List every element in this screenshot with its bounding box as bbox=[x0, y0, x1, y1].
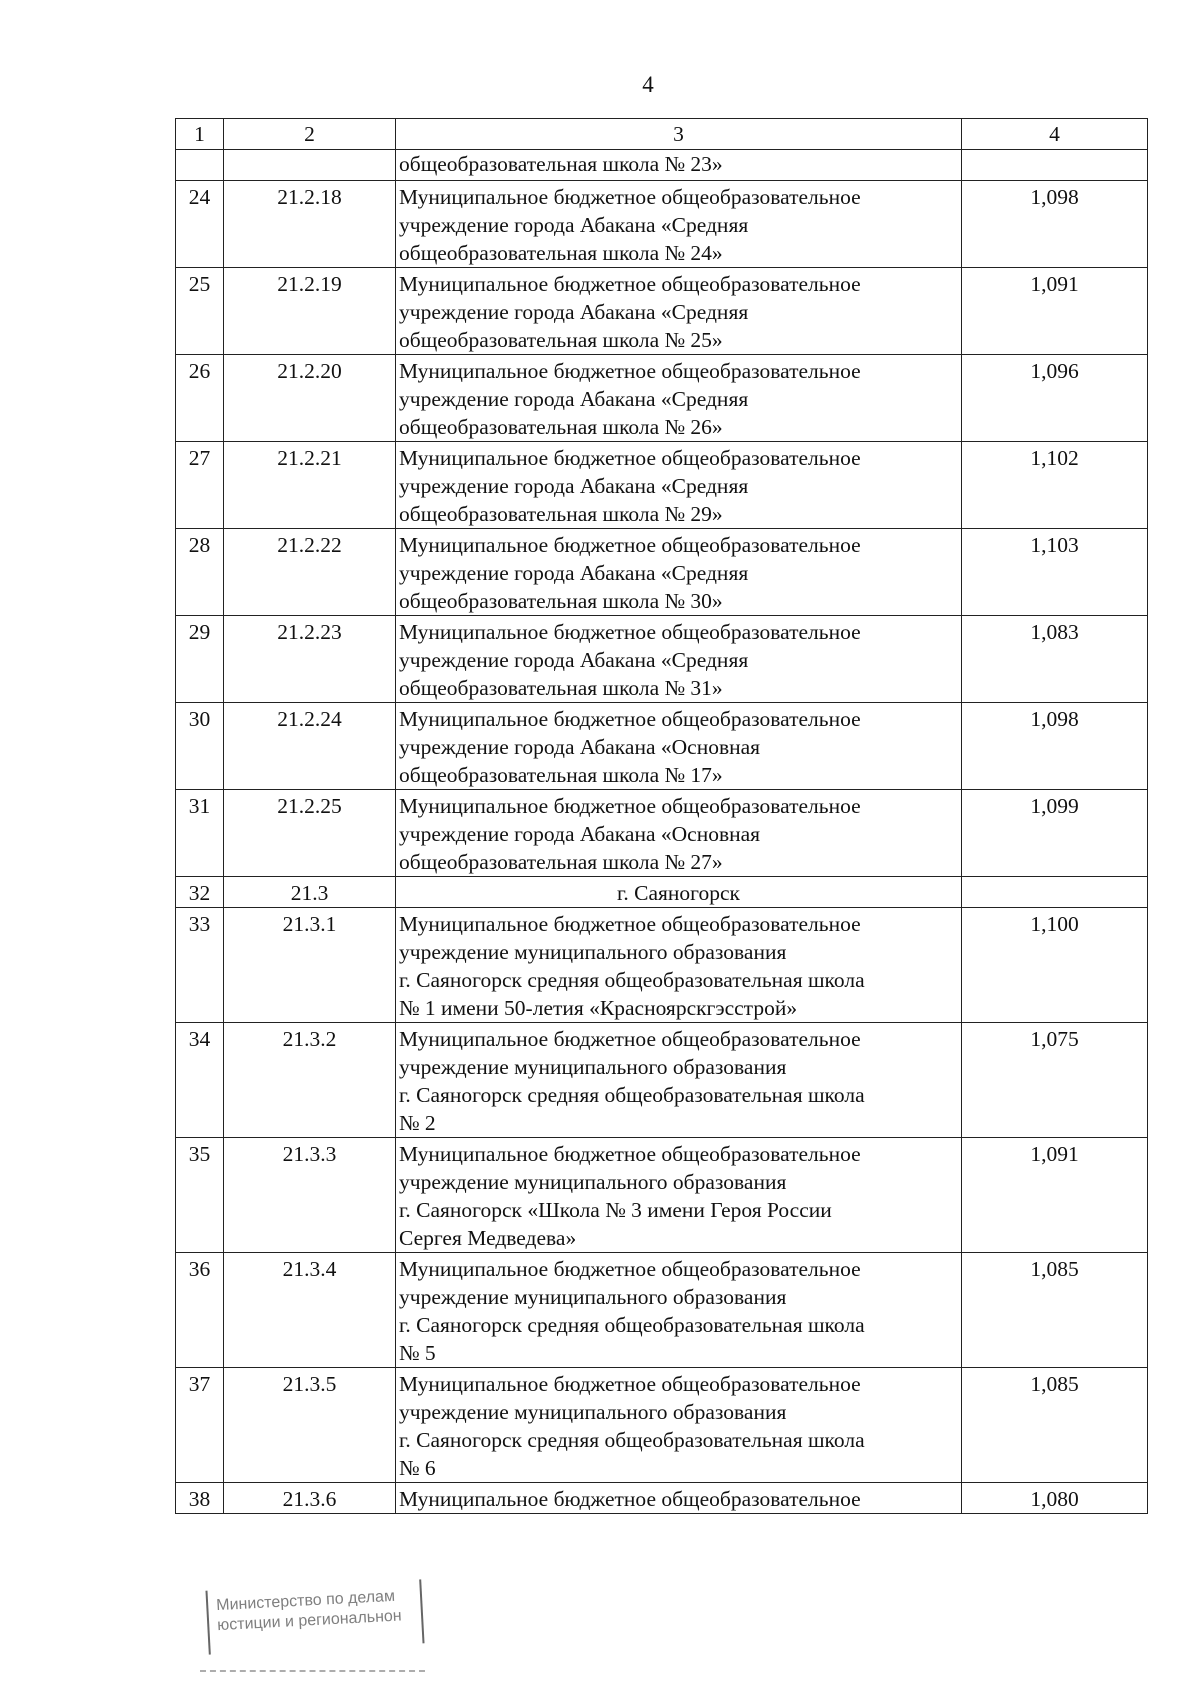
coefficient-cell bbox=[962, 877, 1148, 908]
row-code-cell: 21.3 bbox=[224, 877, 396, 908]
institution-name-cell bbox=[396, 355, 962, 442]
continuation-row bbox=[176, 150, 1148, 181]
institution-name-line: общеобразовательная школа № 17» bbox=[399, 763, 723, 787]
institution-name-cell bbox=[396, 908, 962, 1023]
institution-name-cell: общеобразовательная школа № 23» bbox=[396, 150, 962, 181]
coefficient-cell: 1,075 bbox=[962, 1023, 1148, 1138]
institution-name-line: общеобразовательная школа № 31» bbox=[399, 676, 723, 700]
institution-name-line: Сергея Медведева» bbox=[399, 1226, 577, 1250]
coefficient-cell bbox=[962, 150, 1148, 181]
row-number-cell: 38 bbox=[176, 1483, 224, 1514]
table-row bbox=[176, 790, 1148, 877]
institution-name-line: учреждение города Абакана «Средняя bbox=[399, 213, 749, 237]
institution-name-line: г. Саяногорск средняя общеобразовательная школа bbox=[399, 1313, 865, 1337]
institution-name-line: общеобразовательная школа № 26» bbox=[399, 415, 723, 439]
row-code-cell: 21.2.22 bbox=[224, 529, 396, 616]
institution-name-line: общеобразовательная школа № 25» bbox=[399, 328, 723, 352]
institution-name-line: учреждение муниципального образования bbox=[399, 1285, 787, 1309]
coefficient-cell: 1,083 bbox=[962, 616, 1148, 703]
coefficient-cell: 1,099 bbox=[962, 790, 1148, 877]
institution-name-cell bbox=[396, 529, 962, 616]
institution-name-line: учреждение города Абакана «Средняя bbox=[399, 561, 749, 585]
row-code-cell: 21.2.19 bbox=[224, 268, 396, 355]
institution-name-line: Муниципальное бюджетное общеобразовательное bbox=[399, 533, 861, 557]
stamp-line: юстиции и региональнон bbox=[216, 1607, 403, 1635]
row-number-cell: 26 bbox=[176, 355, 224, 442]
institution-name-line: учреждение города Абакана «Основная bbox=[399, 822, 761, 846]
institution-name-line: Муниципальное бюджетное общеобразовательное bbox=[399, 1257, 861, 1281]
coefficient-cell: 1,091 bbox=[962, 1138, 1148, 1253]
table-row bbox=[176, 442, 1148, 529]
coefficient-cell: 1,098 bbox=[962, 181, 1148, 268]
institution-name-line: общеобразовательная школа № 29» bbox=[399, 502, 723, 526]
institution-name-cell bbox=[396, 616, 962, 703]
institution-name-line: учреждение города Абакана «Средняя bbox=[399, 387, 749, 411]
institution-name-cell bbox=[396, 790, 962, 877]
coefficient-cell: 1,091 bbox=[962, 268, 1148, 355]
row-code-cell: 21.3.5 bbox=[224, 1368, 396, 1483]
row-code-cell: 21.3.6 bbox=[224, 1483, 396, 1514]
row-number-cell bbox=[176, 150, 224, 181]
column-number-2: 2 bbox=[224, 119, 396, 150]
institution-name-line: № 5 bbox=[399, 1341, 436, 1365]
institution-name-line: учреждение города Абакана «Основная bbox=[399, 735, 761, 759]
institution-name-line: Муниципальное бюджетное общеобразовательное bbox=[399, 620, 861, 644]
row-code-cell: 21.2.18 bbox=[224, 181, 396, 268]
table-row bbox=[176, 355, 1148, 442]
institution-name-line: № 6 bbox=[399, 1456, 436, 1480]
institution-name-cell bbox=[396, 703, 962, 790]
row-code-cell: 21.3.3 bbox=[224, 1138, 396, 1253]
row-code-cell: 21.3.4 bbox=[224, 1253, 396, 1368]
institution-name-cell bbox=[396, 1368, 962, 1483]
institution-name-line: № 1 имени 50-летия «Красноярскгэсстрой» bbox=[399, 996, 798, 1020]
institution-name-cell bbox=[396, 1023, 962, 1138]
table-row bbox=[176, 529, 1148, 616]
institution-name-line: общеобразовательная школа № 30» bbox=[399, 589, 723, 613]
row-number-cell: 33 bbox=[176, 908, 224, 1023]
institution-name-line: учреждение муниципального образования bbox=[399, 1400, 787, 1424]
table-row bbox=[176, 268, 1148, 355]
row-code-cell: 21.3.1 bbox=[224, 908, 396, 1023]
city-group-cell bbox=[396, 877, 962, 908]
row-number-cell: 35 bbox=[176, 1138, 224, 1253]
institution-name-line: Муниципальное бюджетное общеобразовательное bbox=[399, 1027, 861, 1051]
table-row bbox=[176, 181, 1148, 268]
coefficient-cell: 1,103 bbox=[962, 529, 1148, 616]
institution-name-line: Муниципальное бюджетное общеобразовательное bbox=[399, 446, 861, 470]
institution-name-line: Муниципальное бюджетное общеобразовательное bbox=[399, 1487, 861, 1511]
coefficient-cell: 1,085 bbox=[962, 1368, 1148, 1483]
institution-name-line: г. Саяногорск средняя общеобразовательная школа bbox=[399, 1428, 865, 1452]
row-number-cell: 29 bbox=[176, 616, 224, 703]
table-row bbox=[176, 1253, 1148, 1368]
row-number-cell: 34 bbox=[176, 1023, 224, 1138]
institution-name-line: учреждение муниципального образования bbox=[399, 1170, 787, 1194]
row-number-cell: 28 bbox=[176, 529, 224, 616]
table-row bbox=[176, 1368, 1148, 1483]
row-number-cell: 31 bbox=[176, 790, 224, 877]
institution-name-cell bbox=[396, 442, 962, 529]
institution-name-line: учреждение муниципального образования bbox=[399, 940, 787, 964]
coefficient-cell: 1,080 bbox=[962, 1483, 1148, 1514]
table-row bbox=[176, 703, 1148, 790]
stamp-line: Министерство по делам bbox=[215, 1587, 396, 1615]
coefficient-cell: 1,098 bbox=[962, 703, 1148, 790]
page-number: 4 bbox=[642, 72, 654, 97]
table-row bbox=[176, 1023, 1148, 1138]
row-number-cell: 27 bbox=[176, 442, 224, 529]
institution-name-line: Муниципальное бюджетное общеобразовательное bbox=[399, 707, 861, 731]
institution-name-line: Муниципальное бюджетное общеобразовательное bbox=[399, 185, 861, 209]
coefficient-cell: 1,096 bbox=[962, 355, 1148, 442]
institution-name-line: № 2 bbox=[399, 1111, 436, 1135]
column-number-row bbox=[176, 119, 1148, 150]
row-number-cell: 37 bbox=[176, 1368, 224, 1483]
row-number-cell: 32 bbox=[176, 877, 224, 908]
row-code-cell: 21.2.23 bbox=[224, 616, 396, 703]
table-body bbox=[176, 119, 1148, 1514]
column-number-3: 3 bbox=[396, 119, 962, 150]
institution-name-line: общеобразовательная школа № 27» bbox=[399, 850, 723, 874]
column-number-1: 1 bbox=[176, 119, 224, 150]
institution-name-line: учреждение муниципального образования bbox=[399, 1055, 787, 1079]
row-number-cell: 24 bbox=[176, 181, 224, 268]
group-row bbox=[176, 877, 1148, 908]
row-code-cell bbox=[224, 150, 396, 181]
stamp-underline bbox=[200, 1670, 425, 1672]
institution-name-cell bbox=[396, 181, 962, 268]
institution-name-line: Муниципальное бюджетное общеобразовательное bbox=[399, 1372, 861, 1396]
institution-name-cell bbox=[396, 268, 962, 355]
institution-name-line: г. Саяногорск средняя общеобразовательная школа bbox=[399, 1083, 865, 1107]
row-number-cell: 36 bbox=[176, 1253, 224, 1368]
coefficient-cell: 1,102 bbox=[962, 442, 1148, 529]
row-code-cell: 21.3.2 bbox=[224, 1023, 396, 1138]
institution-name-cell bbox=[396, 1138, 962, 1253]
row-code-cell: 21.2.25 bbox=[224, 790, 396, 877]
institution-name-line: учреждение города Абакана «Средняя bbox=[399, 648, 749, 672]
institution-name-line: Муниципальное бюджетное общеобразовательное bbox=[399, 272, 861, 296]
institution-name-cell bbox=[396, 1253, 962, 1368]
row-code-cell: 21.2.20 bbox=[224, 355, 396, 442]
institution-name-line: общеобразовательная школа № 24» bbox=[399, 241, 723, 265]
ministry-stamp bbox=[205, 1579, 424, 1654]
institution-name-line: г. Саяногорск bbox=[617, 881, 740, 905]
row-code-cell: 21.2.24 bbox=[224, 703, 396, 790]
institution-name-line: учреждение города Абакана «Средняя bbox=[399, 300, 749, 324]
institution-name-line: г. Саяногорск средняя общеобразовательная школа bbox=[399, 968, 865, 992]
row-code-cell: 21.2.21 bbox=[224, 442, 396, 529]
institution-name-line: Муниципальное бюджетное общеобразовательное bbox=[399, 1142, 861, 1166]
coefficient-cell: 1,085 bbox=[962, 1253, 1148, 1368]
table-row bbox=[176, 1483, 1148, 1514]
institutions-table bbox=[175, 118, 1148, 1514]
institution-name-line: учреждение города Абакана «Средняя bbox=[399, 474, 749, 498]
institution-name-line: г. Саяногорск «Школа № 3 имени Героя России bbox=[399, 1198, 832, 1222]
column-number-4: 4 bbox=[962, 119, 1148, 150]
row-number-cell: 30 bbox=[176, 703, 224, 790]
institution-name-line: Муниципальное бюджетное общеобразовательное bbox=[399, 912, 861, 936]
institution-name-line: Муниципальное бюджетное общеобразовательное bbox=[399, 794, 861, 818]
table-row bbox=[176, 908, 1148, 1023]
institution-name-cell bbox=[396, 1483, 962, 1514]
table-row bbox=[176, 1138, 1148, 1253]
coefficient-cell: 1,100 bbox=[962, 908, 1148, 1023]
institution-name-line: Муниципальное бюджетное общеобразовательное bbox=[399, 359, 861, 383]
row-number-cell: 25 bbox=[176, 268, 224, 355]
table-row bbox=[176, 616, 1148, 703]
